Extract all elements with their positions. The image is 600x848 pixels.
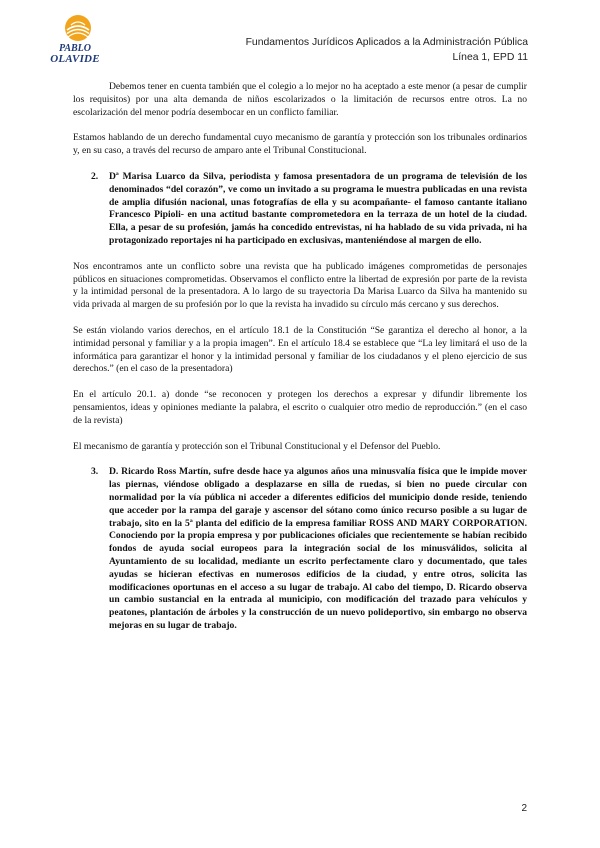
paragraph-1: Debemos tener en cuenta también que el colegio a lo mejor no ha aceptado a este menor (a pesar de cumplir los requisitos) por una alta demanda de niños escolarizados o la limitación de recursos entre otros. La no escolarización del menor podría desembocar en un conflicto familiar. [73,81,527,118]
case-3-text: D. Ricardo Ross Martín, sufre desde hace ya algunos años una minusvalía física que le impide mover las piernas, viéndose obligado a desplazarse en silla de ruedas, si bien no puede circular con normalidad por la vía pública ni acceder a diferentes edificios del municipio donde reside, teniendo que acceder por la rampa del garaje y ascensor del sótano como único recurso posible a su lugar de trabajo, sito en la 5ª planta del edificio de la empresa familiar ROSS AND MARY CORPORATION. Conociendo por la propia empresa y por publicaciones oficiales que recientemente se habían recibido fondos de ayuda social europeos para la integración social de los minusválidos, solicita al Ayuntamiento de su localidad, mediante un escrito perfectamente claro y documentado, que tales ayudas se hicieran efectivas en numerosos edificios de la ciudad, y entre otros, solicita las modificaciones oportunas en el acceso a su lugar de trabajo. Al cabo del tiempo, D. Ricardo observa un cambio sustancial en la entrada al municipio, con modificación del trazado para vehículos y peatones, plantación de árboles y la construcción de un nuevo polideportivo, sin embargo no observa mejoras en su lugar de trabajo. [109,466,527,631]
case-2-number: 2. [91,170,99,182]
paragraph-5: En el artículo 20.1. a) donde “se reconocen y protegen los derechos a expresar y difundir libremente los pensamientos, ideas y opiniones mediante la palabra, el escrito o cualquier otro medio de reproducción.” (en el caso de la revista) [73,389,527,426]
case-3 [73,466,527,632]
logo-line-2: OLAVIDE [50,53,100,65]
paragraph-3: Nos encontramos ante un conflicto sobre una revista que ha publicado imágenes comprometidas de personajes públicos en situaciones comprometidas. Observamos el conflicto entre la libertad de expresión por parte de la revista y la intimidad personal de la presentadora. A lo largo de su trayectoria Da Marisa Luarco da Silva ha mantenido su vida privada al margen de su profesión por lo que la revista ha invadido su círculo más cercano y sus derechos. [73,260,527,311]
logo-line-1: PABLO [58,43,92,54]
paragraph-6: El mecanismo de garantía y protección son el Tribunal Constitucional y el Defensor del Pueblo. [73,440,441,452]
case-2 [73,171,527,248]
document-body [73,81,527,633]
header-subtitle: Línea 1, EPD 11 [452,51,528,63]
logo-wordmark [47,44,103,64]
case-3-number: 3. [91,466,99,478]
page-header [246,36,528,65]
case-2-text: Dª Marisa Luarco da Silva, periodista y famosa presentadora de un programa de televisión de los denominados “del corazón”, ve como un invitado a su programa le muestra publicadas en una revista de amplia difusión nacional, unas fotografías de ella y su acompañante- el famoso cantante italiano Francesco Pipioli- en una actitud bastante comprometedora en la terraza de un hotel de la ciudad. Ella, a pesar de su profesión, jamás ha concedido entrevistas, ni ha hablado de su vida privada, ni ha protagonizado reportajes ni ha participado en exclusivas, manteniéndose al margen de ello. [109,170,527,246]
paragraph-2: Estamos hablando de un derecho fundamental cuyo mecanismo de garantía y protección son los tribunales ordinarios y, en su caso, a través del recurso de amparo ante el Tribunal Constitucional. [73,132,527,157]
university-logo [47,14,103,84]
sun-emblem-icon [64,14,92,42]
page-number: 2 [521,803,527,814]
paragraph-4: Se están violando varios derechos, en el artículo 18.1 de la Constitución “Se garantiza el derecho al honor, a la intimidad personal y familiar y a la propia imagen”. En el artículo 18.4 se establece que “La ley limitará el uso de la informática para garantizar el honor y la intimidad personal y familiar de los ciudadanos y el pleno ejercicio de sus derechos.” (en el caso de la presentadora) [73,324,527,375]
header-title: Fundamentos Jurídicos Aplicados a la Administración Pública [245,37,528,48]
